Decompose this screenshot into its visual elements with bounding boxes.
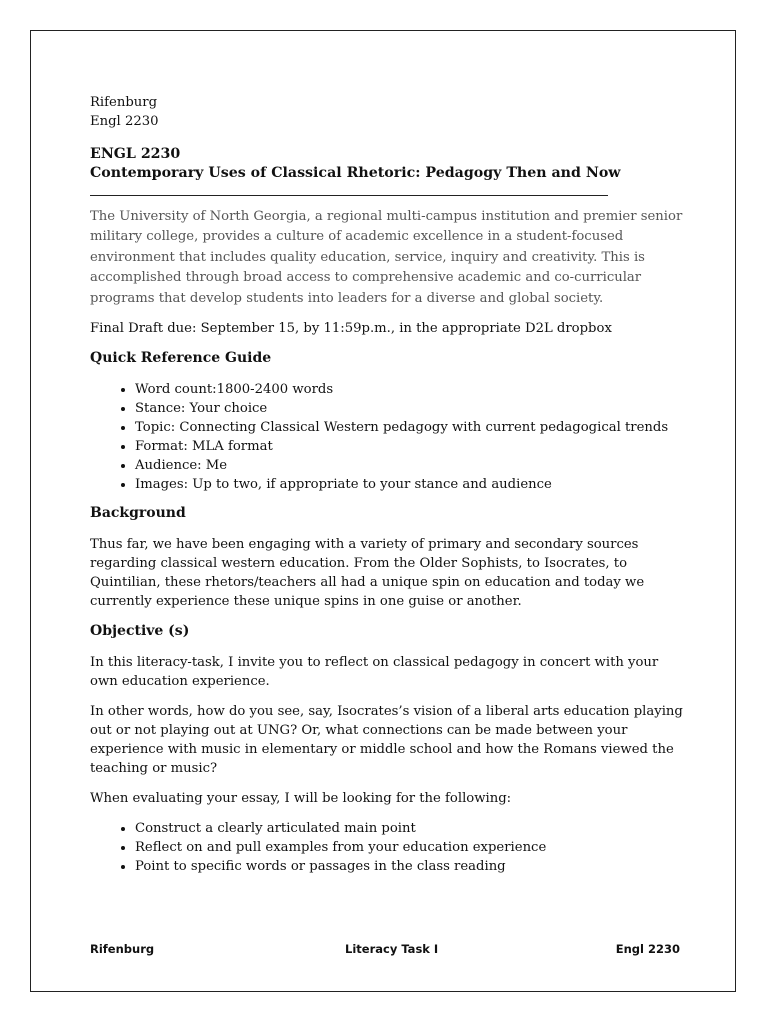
list-item: • Audience: Me <box>135 456 690 475</box>
objective-heading: Objective (s) <box>90 623 190 640</box>
objective-paragraph-1: In this literacy-task, I invite you to reflect on classical pedagogy in concert with your own education experience. <box>90 655 659 690</box>
header-course-code: Engl 2230 <box>90 114 159 129</box>
list-item: • Construct a clearly articulated main point <box>135 819 690 838</box>
document-body <box>90 93 690 886</box>
objective-paragraph-3: When evaluating your essay, I will be looking for the following: <box>90 791 512 807</box>
author-name: Rifenburg <box>90 95 158 110</box>
evaluation-criteria-list <box>90 819 690 876</box>
document-page <box>30 30 736 992</box>
course-code-heading: ENGL 2230 <box>90 146 181 162</box>
list-item: • Format: MLA format <box>135 437 690 456</box>
list-item: • Images: Up to two, if appropriate to your stance and audience <box>135 475 690 494</box>
document-title: Contemporary Uses of Classical Rhetoric: Pedagogy Then and Now <box>90 165 621 181</box>
author-header <box>90 93 690 131</box>
background-heading: Background <box>90 505 186 522</box>
footer-task-title: Literacy Task I <box>345 942 439 956</box>
footer-course-code: Engl 2230 <box>615 942 680 956</box>
list-item: • Stance: Your choice <box>135 399 690 418</box>
list-item: • Reflect on and pull examples from your education experience <box>135 838 690 857</box>
quick-reference-list <box>90 380 690 494</box>
objective-paragraph-2: In other words, how do you see, say, Isocrates’s vision of a liberal arts education playing out or not playing out at UNG? Or, what connections can be made between your experience with music in elementary or middle school and how the Romans viewed the teaching or music? <box>90 704 683 777</box>
title-divider <box>90 195 608 196</box>
list-item: • Word count:1800-2400 words <box>135 380 690 399</box>
list-item: • Topic: Connecting Classical Western pedagogy with current pedagogical trends <box>135 418 690 437</box>
list-item: • Point to specific words or passages in the class reading <box>135 857 690 876</box>
quick-reference-heading: Quick Reference Guide <box>90 350 272 367</box>
due-date: Final Draft due: September 15, by 11:59p.m., in the appropriate D2L dropbox <box>90 321 612 337</box>
footer-author: Rifenburg <box>90 942 155 956</box>
mission-statement: The University of North Georgia, a regional multi-campus institution and premier senior military college, provides a culture of academic excellence in a student-focused environment that includes quality education, service, inquiry and creativity. This is accomplished through broad access to comprehensive academic and co-curricular programs that develop students into leaders for a diverse and global society. <box>90 209 683 306</box>
background-text: Thus far, we have been engaging with a variety of primary and secondary sources regarding classical western education. From the Older Sophists, to Isocrates, to Quintilian, these rhetors/teachers all had a unique spin on education and today we currently experience these unique spins in one guise or another. <box>90 537 645 610</box>
